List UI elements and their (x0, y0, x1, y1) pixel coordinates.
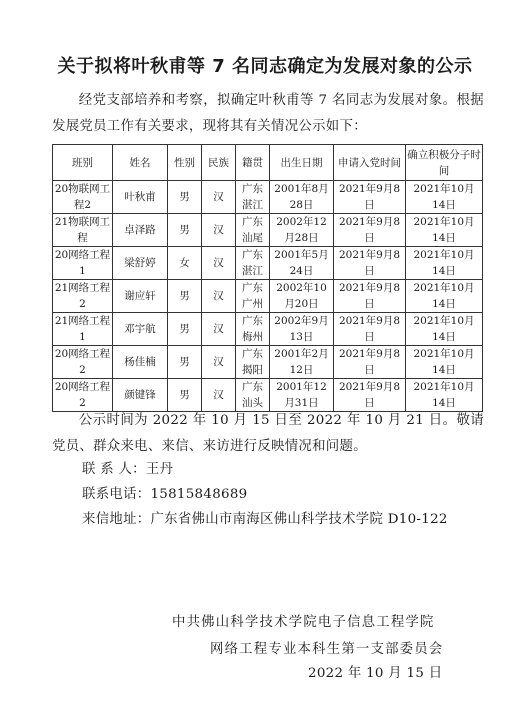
table-row (53, 379, 483, 412)
document-title: 关于拟将叶秋甫等 7 名同志确定为发展对象的公示 (57, 56, 473, 77)
table-cell: 2021年10月14日 (406, 181, 483, 214)
table-cell: 2021年9月8日 (334, 313, 406, 346)
table-row (53, 181, 483, 214)
table-cell: 广东揭阳 (236, 346, 270, 379)
table-cell: 男 (168, 181, 202, 214)
table-cell: 2021年10月14日 (406, 379, 483, 412)
table-cell: 男 (168, 313, 202, 346)
table-cell: 广东湛江 (236, 247, 270, 280)
table-cell: 男 (168, 379, 202, 412)
intro-paragraph: 经党支部培养和考察，拟确定叶秋甫等 7 名同志为发展对象。根据发展党员工作有关要求，现将其有关情况公示如下： (52, 93, 484, 134)
table-cell: 汉 (202, 379, 236, 412)
table-cell: 颜键锋 (113, 379, 168, 412)
table-row (53, 346, 483, 379)
table-cell: 男 (168, 214, 202, 247)
table-cell: 叶秋甫 (113, 181, 168, 214)
table-cell: 2021年9月8日 (334, 214, 406, 247)
table-cell: 梁舒婷 (113, 247, 168, 280)
table-cell: 2021年10月14日 (406, 214, 483, 247)
table-cell: 20网络工程2 (53, 346, 113, 379)
contact-address: 来信地址：广东省佛山市南海区佛山科学技术学院 D10-122 (82, 512, 448, 527)
table-cell: 2021年9月8日 (334, 280, 406, 313)
signature-org-line1: 中共佛山科学技术学院电子信息工程学院 (172, 615, 435, 630)
table-cell: 汉 (202, 181, 236, 214)
table-cell: 21网络工程1 (53, 313, 113, 346)
table-cell: 邓宇航 (113, 313, 168, 346)
table-cell: 2021年10月14日 (406, 313, 483, 346)
table-cell: 2021年10月14日 (406, 280, 483, 313)
table-cell: 汉 (202, 280, 236, 313)
table-header-cell: 籍贯 (236, 145, 270, 181)
table-cell: 2021年10月14日 (406, 346, 483, 379)
table-row (53, 247, 483, 280)
table-header-row (53, 145, 483, 181)
table-cell: 广东广州 (236, 280, 270, 313)
table-cell: 2021年10月14日 (406, 247, 483, 280)
signature-date: 2022 年 10 月 15 日 (308, 666, 443, 681)
table-cell: 2002年12月28日 (270, 214, 334, 247)
table-cell: 2001年2月12日 (270, 346, 334, 379)
table-header-cell: 班别 (53, 145, 113, 181)
table-cell: 谢应轩 (113, 280, 168, 313)
table-cell: 20网络工程1 (53, 247, 113, 280)
table-cell: 卓泽路 (113, 214, 168, 247)
table-header-cell: 性别 (168, 145, 202, 181)
table-cell: 汉 (202, 313, 236, 346)
table-cell: 20物联网工程2 (53, 181, 113, 214)
table-cell: 21物联网工程 (53, 214, 113, 247)
table-cell: 2021年9月8日 (334, 346, 406, 379)
table-row (53, 214, 483, 247)
table-row (53, 313, 483, 346)
table-cell: 广东梅州 (236, 313, 270, 346)
table-row (53, 280, 483, 313)
table-cell: 20网络工程2 (53, 379, 113, 412)
table-cell: 2002年9月13日 (270, 313, 334, 346)
table-header-cell: 出生日期 (270, 145, 334, 181)
table-cell: 2001年5月24日 (270, 247, 334, 280)
table-header-cell: 姓名 (113, 145, 168, 181)
table-cell: 2002年10月20日 (270, 280, 334, 313)
table-cell: 2001年8月28日 (270, 181, 334, 214)
table-cell: 杨佳楠 (113, 346, 168, 379)
table-cell: 2021年9月8日 (334, 247, 406, 280)
signature-org-line2: 网络工程专业本科生第一支部委员会 (210, 642, 444, 657)
table-cell: 2021年9月8日 (334, 379, 406, 412)
table-cell: 广东汕头 (236, 379, 270, 412)
table-cell: 男 (168, 346, 202, 379)
table-cell: 汉 (202, 346, 236, 379)
notice-paragraph: 公示时间为 2022 年 10 月 15 日至 2022 年 10 月 21 日。敬请党员、群众来电、来信、来访进行反映情况和问题。 (52, 413, 484, 454)
table-cell: 21网络工程2 (53, 280, 113, 313)
contact-phone: 联系电话：15815848689 (82, 487, 248, 502)
table-header-cell: 确立积极分子时间 (406, 145, 483, 181)
table-cell: 汉 (202, 247, 236, 280)
candidate-table (52, 144, 483, 412)
table-cell: 2021年9月8日 (334, 181, 406, 214)
table-cell: 男 (168, 280, 202, 313)
table-cell: 广东汕尾 (236, 214, 270, 247)
contact-person: 联 系 人：王丹 (82, 462, 174, 477)
table-cell: 汉 (202, 214, 236, 247)
table-cell: 2001年12月31日 (270, 379, 334, 412)
table-header-cell: 申请入党时间 (334, 145, 406, 181)
table-cell: 广东湛江 (236, 181, 270, 214)
table-cell: 女 (168, 247, 202, 280)
table-header-cell: 民族 (202, 145, 236, 181)
